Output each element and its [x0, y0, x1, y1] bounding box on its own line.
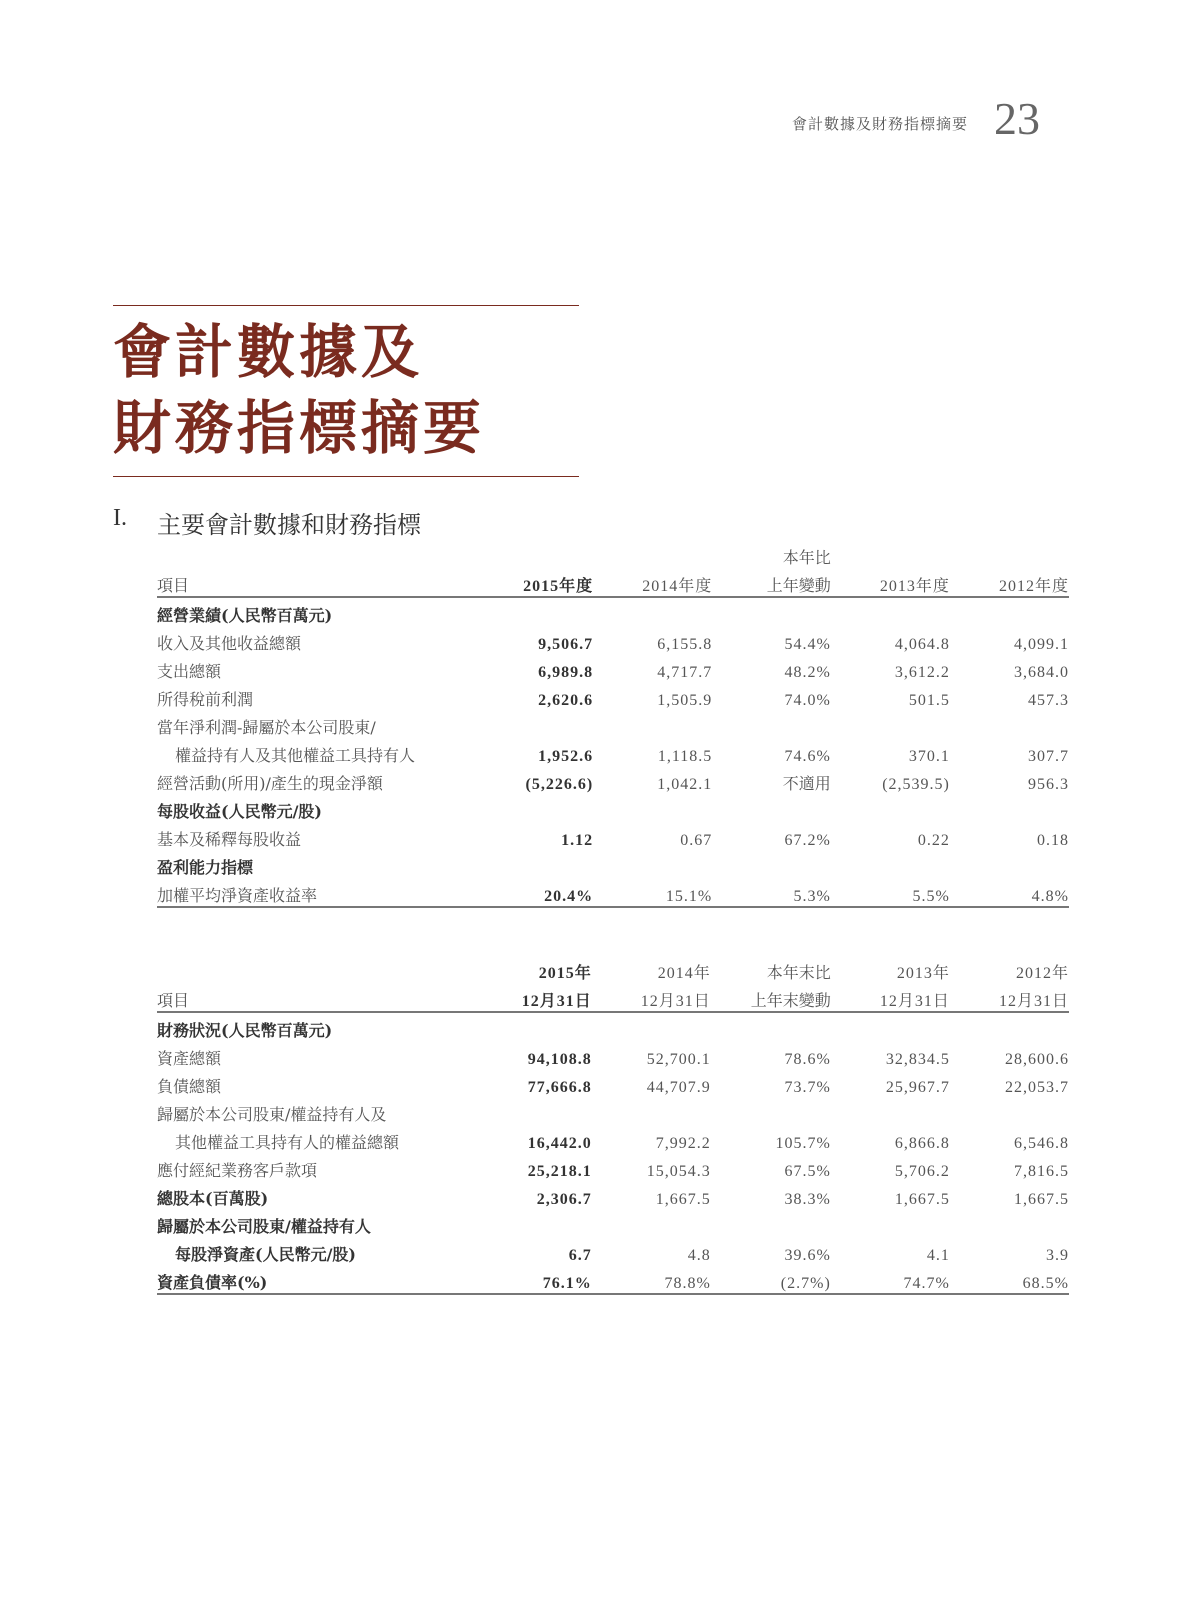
cell-2015: 76.1%	[473, 1265, 592, 1294]
section-number: I.	[113, 505, 127, 531]
header-item: 項目	[157, 568, 474, 597]
running-header	[791, 93, 1040, 144]
cell-change: 74.0%	[784, 692, 831, 709]
header-2012: 2012年度	[950, 568, 1069, 597]
table-row	[157, 1012, 1069, 1041]
cell-2015: 25,218.1	[527, 1163, 592, 1180]
row-label: 基本及稀釋每股收益	[157, 830, 302, 849]
cell-2014: 52,700.1	[646, 1051, 711, 1068]
table-row	[157, 766, 1069, 794]
cell-2014: 15.1%	[593, 878, 712, 907]
cell-change: 67.5%	[784, 1163, 831, 1180]
header-2012-line2: 12月31日	[950, 983, 1069, 1012]
cell-2012: 457.3	[1028, 692, 1069, 709]
cell-2014: 1,042.1	[657, 776, 713, 793]
cell-2015: 9,506.7	[538, 636, 594, 653]
table-row	[157, 1069, 1069, 1097]
cell-change: 78.6%	[784, 1051, 831, 1068]
cell-2014: 15,054.3	[646, 1163, 711, 1180]
title-bottom-rule	[113, 476, 579, 477]
cell-change: 105.7%	[775, 1135, 831, 1152]
header-item: 項目	[157, 983, 473, 1012]
header-2013-line1: 2013年	[896, 965, 950, 982]
cell-2015: 6,989.8	[538, 664, 594, 681]
table-row	[157, 738, 1069, 766]
header-2013: 2013年度	[831, 568, 950, 597]
table-row	[157, 822, 1069, 850]
table-row	[157, 1237, 1069, 1265]
cell-2014: 1,667.5	[655, 1191, 711, 1208]
cell-change: 48.2%	[784, 664, 831, 681]
cell-2013: 6,866.8	[894, 1135, 950, 1152]
table-row	[157, 1041, 1069, 1069]
cell-2012: 3.9	[1046, 1247, 1069, 1264]
header-change-line2: 上年末變動	[711, 983, 831, 1012]
section-heading	[113, 505, 421, 540]
cell-2015: 16,442.0	[527, 1135, 592, 1152]
running-title: 會計數據及財務指標摘要	[791, 115, 968, 133]
cell-2012: 956.3	[1028, 776, 1069, 793]
cell-change: 67.2%	[784, 832, 831, 849]
cell-2013: 370.1	[908, 748, 950, 765]
cell-2012: 307.7	[1028, 748, 1069, 765]
table-row	[157, 1209, 1069, 1237]
table-row	[157, 1153, 1069, 1181]
row-label: 權益持有人及其他權益工具持有人	[175, 746, 416, 765]
row-label: 其他權益工具持有人的權益總額	[175, 1133, 400, 1152]
table-row	[157, 710, 1069, 738]
cell-2014: 7,992.2	[655, 1135, 711, 1152]
header-2014-line1: 2014年	[657, 965, 711, 982]
cell-2012: 28,600.6	[1005, 1051, 1069, 1068]
table-row	[157, 794, 1069, 822]
cell-change: (2.7%)	[711, 1265, 831, 1294]
cell-2014: 4,717.7	[657, 664, 713, 681]
table-row	[157, 878, 1069, 907]
cell-2015: 77,666.8	[527, 1079, 592, 1096]
cell-2012: 0.18	[1037, 832, 1069, 849]
cell-2014: 1,505.9	[657, 692, 713, 709]
table-row	[157, 1265, 1069, 1294]
header-change-line2: 上年變動	[712, 568, 831, 597]
header-change-line1: 本年末比	[766, 963, 831, 982]
cell-2013: 0.22	[917, 832, 950, 849]
cell-2015: (5,226.6)	[525, 776, 594, 793]
row-label: 資產總額	[157, 1049, 222, 1068]
cell-2014: 44,707.9	[646, 1079, 711, 1096]
cell-2013: 4.1	[926, 1247, 950, 1264]
cell-2014: 1,118.5	[657, 748, 713, 765]
header-2012-line1: 2012年	[1015, 965, 1069, 982]
cell-change: 38.3%	[784, 1191, 831, 1208]
cell-2013: 5,706.2	[894, 1163, 950, 1180]
cell-2012: 4.8%	[950, 878, 1069, 907]
section-title: 主要會計數據和財務指標	[157, 511, 421, 539]
table-row	[157, 1097, 1069, 1125]
row-label: 資產負債率(%)	[157, 1265, 473, 1294]
row-label: 每股收益(人民幣元/股)	[157, 802, 322, 821]
cell-2012: 6,546.8	[1014, 1135, 1069, 1152]
accounting-data-table	[157, 540, 1069, 908]
cell-2015: 1,952.6	[538, 748, 594, 765]
row-label: 總股本(百萬股)	[157, 1189, 269, 1208]
page-title-line1: 會計數據及	[113, 318, 424, 386]
cell-2012: 22,053.7	[1005, 1079, 1069, 1096]
cell-2012: 7,816.5	[1014, 1163, 1069, 1180]
cell-change: 74.6%	[784, 748, 831, 765]
cell-2015: 20.4%	[474, 878, 593, 907]
cell-2015: 2,306.7	[536, 1191, 592, 1208]
table-row	[157, 626, 1069, 654]
header-2015-line2: 12月31日	[473, 983, 592, 1012]
cell-change: 5.3%	[712, 878, 831, 907]
row-label: 盈利能力指標	[157, 858, 254, 877]
header-2014: 2014年度	[593, 568, 712, 597]
row-label: 經營業績(人民幣百萬元)	[157, 606, 333, 625]
cell-2013: 32,834.5	[885, 1051, 950, 1068]
cell-2012: 4,099.1	[1014, 636, 1069, 653]
table-row	[157, 654, 1069, 682]
row-label: 歸屬於本公司股東/權益持有人	[157, 1217, 371, 1236]
page-title	[113, 306, 579, 476]
cell-2013: (2,539.5)	[882, 776, 950, 793]
row-label: 當年淨利潤-歸屬於本公司股東/	[157, 718, 376, 737]
row-label: 收入及其他收益總額	[157, 634, 302, 653]
cell-2013: 74.7%	[831, 1265, 950, 1294]
row-label: 應付經紀業務客戶款項	[157, 1161, 318, 1180]
page-number: 23	[994, 93, 1040, 144]
cell-2013: 501.5	[908, 692, 950, 709]
cell-2015: 1.12	[561, 832, 594, 849]
cell-change: 39.6%	[784, 1247, 831, 1264]
row-label: 支出總額	[157, 662, 222, 681]
table-row	[157, 850, 1069, 878]
row-label: 所得稅前利潤	[157, 690, 254, 709]
cell-change: 54.4%	[784, 636, 831, 653]
row-label: 每股淨資產(人民幣元/股)	[175, 1245, 356, 1264]
row-label: 財務狀況(人民幣百萬元)	[157, 1021, 333, 1040]
cell-2013: 1,667.5	[894, 1191, 950, 1208]
cell-2013: 25,967.7	[885, 1079, 950, 1096]
row-label: 加權平均淨資產收益率	[157, 878, 474, 907]
cell-change: 73.7%	[784, 1079, 831, 1096]
cell-2014: 78.8%	[592, 1265, 711, 1294]
cell-2015: 6.7	[568, 1247, 592, 1264]
cell-2015: 2,620.6	[538, 692, 594, 709]
header-2013-line2: 12月31日	[831, 983, 950, 1012]
header-2015: 2015年度	[474, 568, 593, 597]
table-row	[157, 1125, 1069, 1153]
header-2015-line1: 2015年	[538, 965, 592, 982]
cell-2013: 3,612.2	[894, 664, 950, 681]
financial-position-table	[157, 955, 1069, 1295]
cell-2013: 4,064.8	[894, 636, 950, 653]
row-label: 負債總額	[157, 1077, 222, 1096]
title-block	[113, 305, 579, 477]
row-label: 歸屬於本公司股東/權益持有人及	[157, 1105, 387, 1124]
cell-change: 不適用	[782, 774, 831, 793]
page-title-line2: 財務指標摘要	[113, 394, 486, 462]
header-change-line1: 本年比	[782, 548, 831, 567]
table-row	[157, 597, 1069, 626]
cell-2013: 5.5%	[831, 878, 950, 907]
cell-2014: 0.67	[680, 832, 713, 849]
header-2014-line2: 12月31日	[592, 983, 711, 1012]
cell-2015: 94,108.8	[527, 1051, 592, 1068]
table-row	[157, 1181, 1069, 1209]
table-row	[157, 682, 1069, 710]
cell-2012: 3,684.0	[1014, 664, 1069, 681]
cell-2014: 4.8	[687, 1247, 711, 1264]
row-label: 經營活動(所用)/產生的現金淨額	[157, 774, 383, 793]
cell-2012: 68.5%	[950, 1265, 1069, 1294]
cell-2012: 1,667.5	[1014, 1191, 1069, 1208]
cell-2014: 6,155.8	[657, 636, 713, 653]
